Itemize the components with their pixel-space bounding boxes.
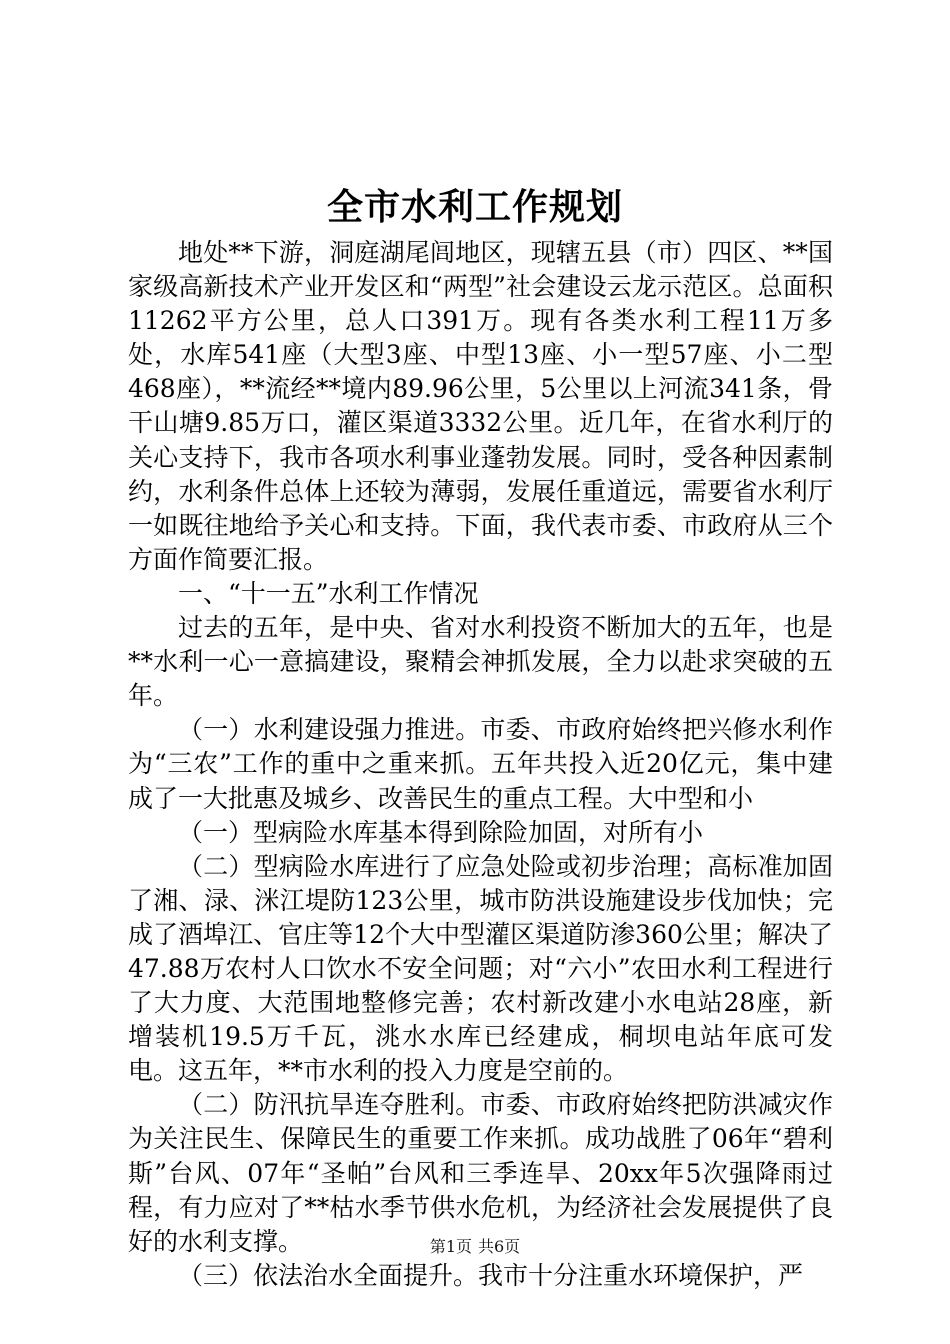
page-number: 第1页	[429, 1237, 472, 1256]
document-body	[128, 236, 833, 1293]
paragraph-reservoir-one: （一）型病险水库基本得到除险加固，对所有小	[178, 817, 704, 847]
paragraph-intro: 地处**下游，洞庭湖尾闾地区，现辖五县（市）四区、**国家级高新技术产业开发区和“两型”社会建设云龙示范区。总面积11262平方公里，总人口391万。现有各类水利工程11万多处，水库541座（大型3座、中型13座、小一型57座、小二型468座），**流经**境内89.96公里，5公里以上河流341条，骨干山塘9.85万口，灌区渠道3332公里。近几年，在省水利厅的关心支持下，我市各项水利事业蓬勃发展。同时，受各种因素制约，水利条件总体上还较为薄弱，发展任重道远，需要省水利厅一如既往地给予关心和支持。下面，我代表市委、市政府从三个方面作简要汇报。	[128, 238, 833, 574]
paragraph-water-law: （三）依法治水全面提升。我市十分注重水环境保护，严	[178, 1260, 804, 1290]
paragraph-construction: （一）水利建设强力推进。市委、市政府始终把兴修水利作为“三农”工作的重中之重来抓。五年共投入近20亿元，集中建成了一大批惠及城乡、改善民生的重点工程。大中型和小	[128, 715, 833, 813]
paragraph-overview: 过去的五年，是中央、省对水利投资不断加大的五年，也是**水利一心一意搞建设，聚精会神抓发展，全力以赴求突破的五年。	[128, 613, 833, 711]
section-heading: 一、“十一五”水利工作情况	[178, 578, 479, 608]
page-total: 共6页	[478, 1237, 521, 1256]
page-footer	[0, 1237, 950, 1257]
document-title: 全市水利工作规划	[326, 186, 623, 228]
paragraph-flood-control: （二）防汛抗旱连夺胜利。市委、市政府始终把防洪减灾作为关注民生、保障民生的重要工作来抓。成功战胜了06年“碧利斯”台风、07年“圣帕”台风和三季连旱、20xx年5次强降雨过程，有力应对了**枯水季节供水危机，为经济社会发展提供了良好的水利支撑。	[128, 1090, 833, 1256]
paragraph-reservoir-two: （二）型病险水库进行了应急处险或初步治理；高标准加固了湘、渌、洣江堤防123公里，城市防洪设施建设步伐加快；完成了酒埠江、官庄等12个大中型灌区渠道防渗360公里；解决了47.88万农村人口饮水不安全问题；对“六小”农田水利工程进行了大力度、大范围地整修完善；农村新改建小水电站28座，新增装机19.5万千瓦，洮水水库已经建成，桐坝电站年底可发电。这五年，**市水利的投入力度是空前的。	[128, 851, 833, 1086]
